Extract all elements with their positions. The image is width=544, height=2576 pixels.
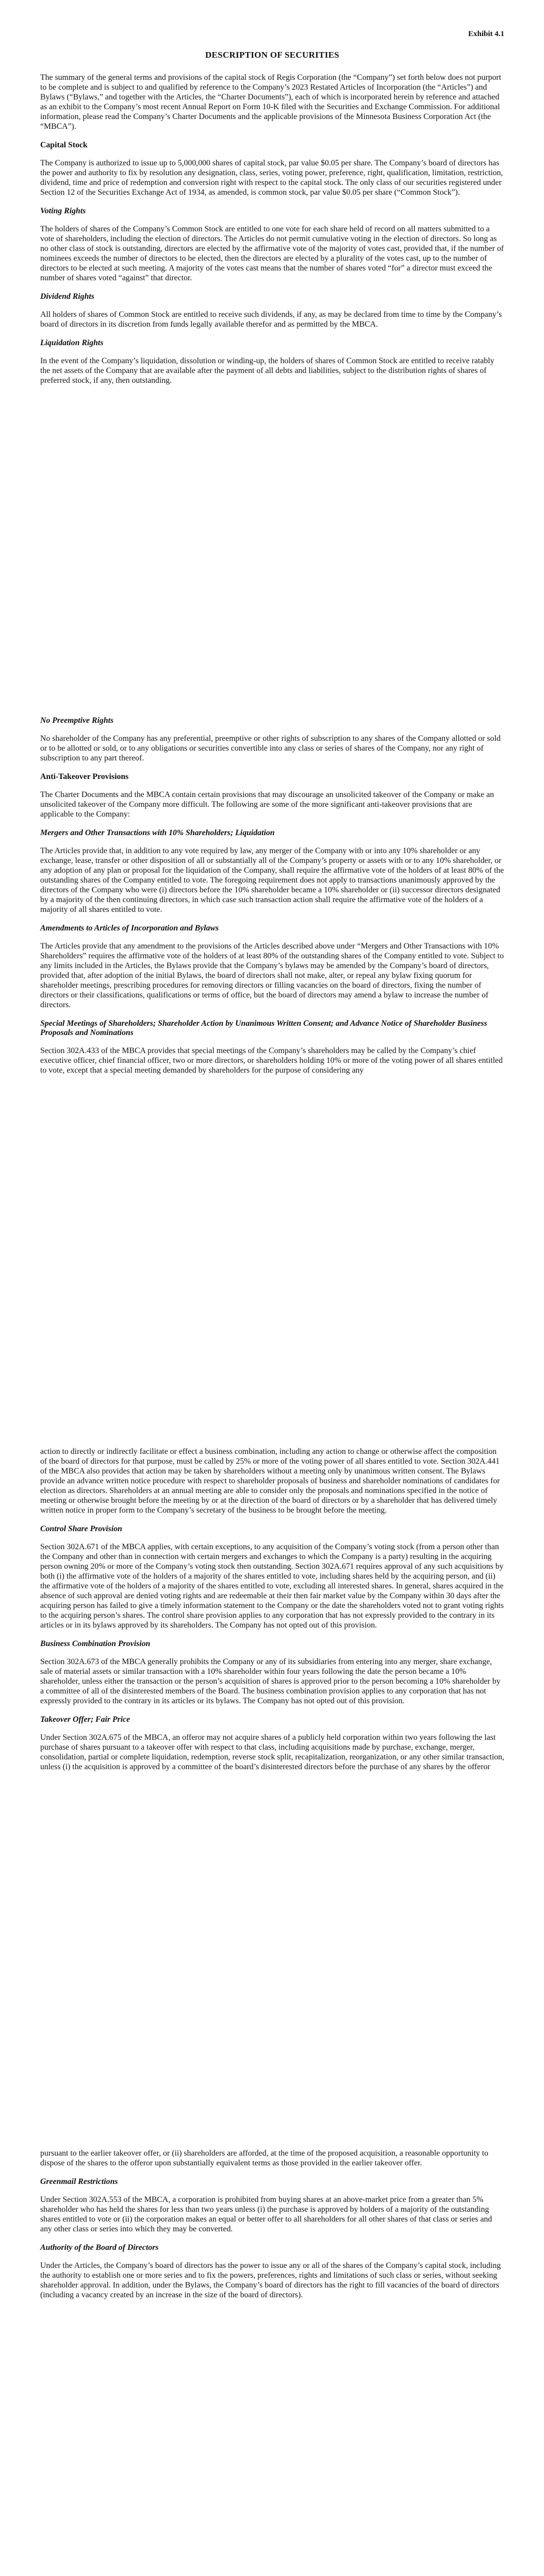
page-2-content [40, 716, 504, 1084]
dividend-rights-heading: Dividend Rights [40, 292, 94, 301]
takeover-offer-paragraph: Under Section 302A.675 of the MBCA, an offeror may not acquire shares of a publicly held corporation within two years following the last purchase of shares pursuant to a takeover offer with respect to that class, including acquisitions made by purchase, exchange, merger, consolidation, partial or complete liquidation, redemption, reverse stock split, recapitalization, reorganization, or any other similar transaction, unless (i) the acquisition is approved by a committee of the board’s disinterested directors before the purchase of any shares by the offeror [40, 1733, 504, 1771]
preemptive-rights-paragraph: No shareholder of the Company has any preferential, preemptive or other rights of subscription to any shares of the Company allotted or sold or to be allotted or sold, or to any obligations or securities convertible into any class or series of shares of the Company, nor any right of subscription to any part thereof. [40, 734, 501, 762]
liquidation-rights-paragraph: In the event of the Company’s liquidation, dissolution or winding-up, the holders of shares of Common Stock are entitled to receive ratably the net assets of the Company that are available after the payment of all debts and liabilities, subject to the distribution rights of shares of preferred stock, if any, then outstanding. [40, 357, 494, 385]
takeover-offer-continuation: pursuant to the earlier takeover offer, or (ii) shareholders are afforded, at the time of the proposed acquisition, a reasonable opportunity to dispose of the shares to the offeror upon substantially equivalent terms as those provided in the earlier takeover offer. [40, 2149, 489, 2167]
document-page-3 [0, 1412, 544, 2117]
capital-stock-paragraph: The Company is authorized to issue up to 5,000,000 shares of capital stock, par value $0.05 per share. The Company’s board of directors has the power and authority to fix by resolution any designation, class, series, voting power, preference, right, qualification, limitation, restriction, dividend, time and price of redemption and conversion right with respect to the capital stock. The only class of our securities registered under Section 12 of the Securities Exchange Act of 1934, as amended, is common stock, par value $0.05 per share (“Common Stock”). [40, 159, 503, 197]
mergers-paragraph: The Articles provide that, in addition to any vote required by law, any merger of the Company with or into any 10% shareholder or any exchange, lease, transfer or other disposition of all or substantially all of the Company’s property or assets with or to any 10% shareholder, or any adoption of any plan or proposal for the liquidation of the Company, shall require the affirmative vote of the holders of at least 80% of the outstanding shares of the Company entitled to vote. The foregoing requirement does not apply to transactions unanimously approved by the directors of the Company who were (i) directors before the 10% shareholder became a 10% shareholder or (ii) successor directors designated by a majority of the then continuing directors, in which case such transaction action shall require the affirmative vote of the holders of a majority of all shares entitled to vote. [40, 846, 504, 914]
control-share-paragraph: Section 302A.671 of the MBCA applies, with certain exceptions, to any acquisition of the Company’s voting stock (from a person other than the Company and other than in connection with certain mergers and exchanges to which the Company is a party) resulting in the acquiring person owning 20% or more of the Company’s voting stock then outstanding. Section 302A.671 requires approval of any such acquisitions by both (i) the affirmative vote of the holders of a majority of the shares entitled to vote, including shares held by the acquiring person, and (ii) the affirmative vote of the holders of a majority of the shares entitled to vote, excluding all interested shares. In general, shares acquired in the absence of such approval are denied voting rights and are redeemable at their then fair market value by the Company within 30 days after the acquiring person has failed to give a timely information statement to the Company or the date the shareholders voted not to grant voting rights to the acquiring person’s shares. The control share provision applies to any corporation that has not expressly provided to the contrary in its articles or in its bylaws approved by its shareholders. The Company has not opted out of this provision. [40, 1543, 504, 1630]
page-3-content [40, 1447, 504, 1781]
document-page-2 [0, 706, 544, 1412]
voting-rights-heading: Voting Rights [40, 207, 86, 215]
control-share-heading: Control Share Provision [40, 1524, 122, 1533]
document-page-1 [0, 0, 544, 706]
anti-takeover-heading: Anti-Takeover Provisions [40, 772, 129, 781]
board-authority-heading: Authority of the Board of Directors [40, 2243, 159, 2252]
page-1-content [40, 30, 504, 395]
page-4-content [40, 2148, 504, 2309]
special-meetings-continuation: action to directly or indirectly facilitate or effect a business combination, including any action to change or otherwise affect the composition of the board of directors for that purpose, must be called by 25% or more of the voting power of all shares entitled to vote. Section 302A.441 of the MBCA also provides that action may be taken by shareholders without a meeting only by unanimous written consent. The Bylaws provide an advance written notice procedure with respect to shareholder proposals of business and shareholder nominations of candidates for election as directors. Shareholders at an annual meeting are able to consider only the proposals and nominations specified in the notice of meeting or otherwise brought before the meeting by or at the direction of the board of directors or by a shareholder that has delivered timely written notice in proper form to the Company’s secretary of the business to be brought before the meeting. [40, 1447, 500, 1515]
exhibit-label: Exhibit 4.1 [468, 30, 504, 38]
amendments-paragraph: The Articles provide that any amendment to the provisions of the Articles described above under “Mergers and Other Transactions with 10% Shareholders” requires the affirmative vote of the holders of at least 80% of the outstanding shares of the Company entitled to vote. Subject to any limits included in the Articles, the Bylaws provide that the Company’s bylaws may be amended by the Company’s board of directors, provided that, after adoption of the initial Bylaws, the board of directors shall not make, alter, or repeal any bylaw fixing quorum for shareholder meetings, prescribing procedures for removing directors or filling vacancies on the board of directors, fixing the number of directors or their classifications, qualifications or terms of office, but the board of directors may amend a bylaw to increase the number of directors. [40, 942, 504, 1009]
anti-takeover-paragraph: The Charter Documents and the MBCA contain certain provisions that may discourage an unsolicited takeover of the Company or make an unsolicited takeover of the Company more difficult. The following are some of the more significant anti-takeover provisions that are applicable to the Company: [40, 790, 494, 819]
voting-rights-paragraph: The holders of shares of the Company’s Common Stock are entitled to one vote for each share held of record on all matters submitted to a vote of shareholders, including the election of directors. The Articles do not permit cumulative voting in the election of directors. So long as no other class of stock is outstanding, directors are elected by the affirmative vote of the majority of votes cast, provided that, if the number of nominees exceeds the number of directors to be elected, then the directors are elected by a plurality of the votes cast, up to the number of directors to be elected at such meeting. A majority of the votes cast means that the number of shares voted “for” a director must exceed the number of shares voted “against” that director. [40, 225, 504, 282]
board-authority-paragraph: Under the Articles, the Company’s board of directors has the power to issue any or all of the shares of the Company’s capital stock, including the authority to establish one or more series and to fix the powers, preferences, rights and limitations of such class or series, without seeking shareholder approval. In addition, under the Bylaws, the Company’s board of directors has the right to fill vacancies of the board of directors (including a vacancy created by an increase in the size of the board of directors). [40, 2261, 501, 2299]
mergers-heading: Mergers and Other Transactions with 10% Shareholders; Liquidation [40, 828, 275, 837]
document-title: DESCRIPTION OF SECURITIES [205, 50, 340, 60]
capital-stock-heading: Capital Stock [40, 141, 88, 149]
amendments-heading: Amendments to Articles of Incorporation and Bylaws [40, 924, 219, 933]
dividend-rights-paragraph: All holders of shares of Common Stock are entitled to receive such dividends, if any, as may be declared from time to time by the Company’s board of directors in its discretion from funds legally available therefor and as permitted by the MBCA. [40, 310, 502, 329]
liquidation-rights-heading: Liquidation Rights [40, 338, 104, 347]
greenmail-paragraph: Under Section 302A.553 of the MBCA, a corporation is prohibited from buying shares at an above-market price from a greater than 5% shareholder who has held the shares for less than two years unless (i) the purchase is approved by holders of a majority of the outstanding shares entitled to vote or (ii) the corporation makes an equal or better offer to all shareholders for all other shares of that class or series and any other class or series into which they may be converted. [40, 2195, 492, 2233]
preemptive-rights-heading: No Preemptive Rights [40, 716, 114, 725]
takeover-offer-heading: Takeover Offer; Fair Price [40, 1715, 130, 1724]
special-meetings-heading: Special Meetings of Shareholders; Shareholder Action by Unanimous Written Consent; and Advance Notice of Shareholder Business Proposals and Nominations [40, 1019, 487, 1037]
intro-paragraph: The summary of the general terms and provisions of the capital stock of Regis Corporation (the “Company”) set forth below does not purport to be complete and is subject to and qualified by reference to the Company’s 2023 Restated Articles of Incorporation (the “Articles”) and Bylaws (“Bylaws,” and together with the Articles, the “Charter Documents”), each of which is incorporated herein by reference and attached as an exhibit to the Company’s most recent Annual Report on Form 10-K filed with the Securities and Exchange Commission. For additional information, please read the Company’s Charter Documents and the applicable provisions of the Minnesota Business Corporation Act (the “MBCA”). [40, 73, 502, 131]
business-combination-heading: Business Combination Provision [40, 1639, 151, 1648]
special-meetings-paragraph: Section 302A.433 of the MBCA provides that special meetings of the Company’s shareholders may be called by the Company’s chief executive officer, chief financial officer, two or more directors, or shareholders holding 10% or more of the voting power of all shares entitled to vote, except that a special meeting demanded by shareholders for the purpose of considering any [40, 1046, 503, 1075]
document-page-4 [0, 2117, 544, 2576]
business-combination-paragraph: Section 302A.673 of the MBCA generally prohibits the Company or any of its subsidiaries from entering into any merger, share exchange, sale of material assets or similar transaction with a 10% shareholder within four years following the date the person became a 10% shareholder, unless either the transaction or the person’s acquisition of shares is approved prior to the person becoming a 10% shareholder by a committee of all of the disinterested members of the Board. The business combination provision applies to any corporation that has not expressly provided to the contrary in its articles or its bylaws. The Company has not opted out of this provision. [40, 1657, 501, 1705]
greenmail-heading: Greenmail Restrictions [40, 2177, 118, 2186]
